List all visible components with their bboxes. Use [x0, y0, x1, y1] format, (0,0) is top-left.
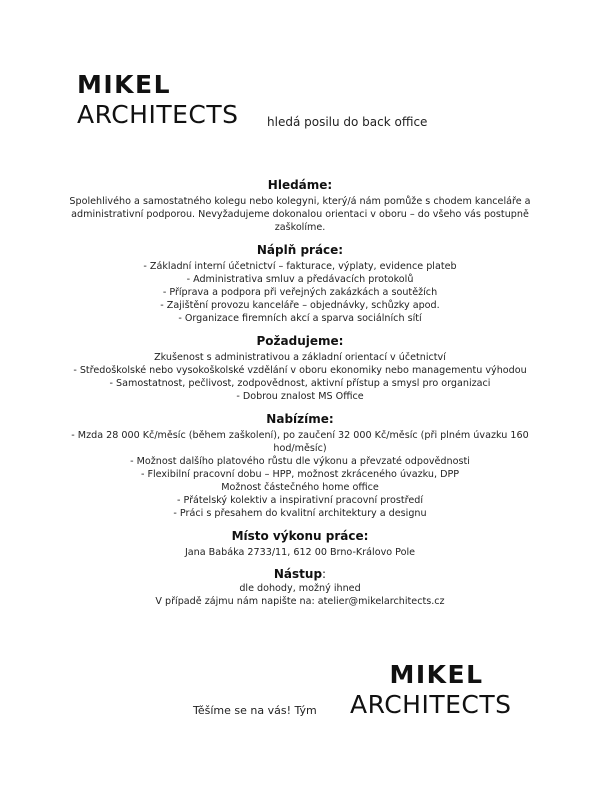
- brand-name-architects: ARCHITECTS: [350, 690, 512, 719]
- nastup-heading: [60, 568, 540, 582]
- list-item: - Dobrou znalost MS Office: [236, 391, 364, 402]
- contact-line: V případě zájmu nám napište na: atelier@mikelarchitects.cz: [155, 596, 445, 607]
- nastup-text: dle dohody, možný ihned: [239, 583, 361, 594]
- section-title-nastup: Nástup: [273, 567, 323, 581]
- section-nastup: [60, 568, 540, 608]
- napln-list: [60, 260, 540, 325]
- section-nabizime: [60, 412, 540, 520]
- section-hledame: [60, 178, 540, 234]
- brand-logo-bottom: [350, 660, 512, 720]
- list-item: - Administrativa smluv a předávacích protokolů: [186, 274, 414, 285]
- list-item: - Zajištění provozu kanceláře – objednávky, schůzky apod.: [160, 300, 440, 311]
- list-item: - Středoškolské nebo vysokoškolské vzdělání v oboru ekonomiky nebo managementu výhodou: [73, 365, 527, 376]
- brand-name-mikel: MIKEL: [389, 660, 484, 689]
- job-posting-body: [60, 178, 540, 617]
- nabizime-list: [60, 429, 540, 520]
- list-item: - Příprava a podpora při veřejných zakázkách a soutěžích: [162, 287, 438, 298]
- nastup-colon: :: [322, 567, 327, 581]
- list-item: - Organizace firemních akcí a sparva sociálních sítí: [178, 313, 422, 324]
- section-title-hledame: Hledáme:: [267, 178, 333, 192]
- work-address: Jana Babáka 2733/11, 612 00 Brno-Královo Pole: [184, 547, 416, 558]
- list-item: Zkušenost s administrativou a základní orientací v účetnictví: [154, 352, 446, 363]
- list-item: - Flexibilní pracovní dobu – HPP, možnost zkráceného úvazku, DPP: [140, 469, 460, 480]
- list-item: - Mzda 28 000 Kč/měsíc (během zaškolení), po zaučení 32 000 Kč/měsíc (při plném úvazku 160 hod/měsíc): [71, 430, 529, 454]
- header-tagline: hledá posilu do back office: [267, 115, 428, 129]
- section-title-nabizime: Nabízíme:: [266, 412, 334, 426]
- list-item: - Samostatnost, pečlivost, zodpovědnost, aktivní přístup a smysl pro organizaci: [109, 378, 491, 389]
- list-item: - Přátelský kolektiv a inspirativní pracovní prostředí: [176, 495, 424, 506]
- list-item: - Základní interní účetnictví – fakturace, výplaty, evidence plateb: [143, 261, 457, 272]
- section-pozadujeme: [60, 334, 540, 403]
- pozadujeme-list: [60, 351, 540, 403]
- section-misto-vykonu: [60, 529, 540, 559]
- brand-name-architects: ARCHITECTS: [77, 100, 239, 129]
- section-napln-prace: [60, 243, 540, 325]
- list-item: - Práci s přesahem do kvalitní architektury a designu: [173, 508, 427, 519]
- list-item: Možnost částečného home office: [221, 482, 379, 493]
- list-item: - Možnost dalšího platového růstu dle výkonu a převzaté odpovědnosti: [130, 456, 470, 467]
- section-title-napln-prace: Náplň práce:: [256, 243, 344, 257]
- brand-logo-top: [77, 70, 239, 130]
- sign-off-text: Těšíme se na vás! Tým: [193, 704, 317, 717]
- section-title-pozadujeme: Požadujeme:: [256, 334, 344, 348]
- brand-name-mikel: MIKEL: [77, 70, 172, 99]
- section-title-misto-vykonu: Místo výkonu práce:: [231, 529, 369, 543]
- hledame-text: Spolehlivého a samostatného kolegu nebo kolegyni, který/á nám pomůže s chodem kanceláře a administrativní podporou. Nevyžadujeme dokonalou orientaci v oboru – do všeho vás postupně zaškolíme.: [69, 196, 531, 233]
